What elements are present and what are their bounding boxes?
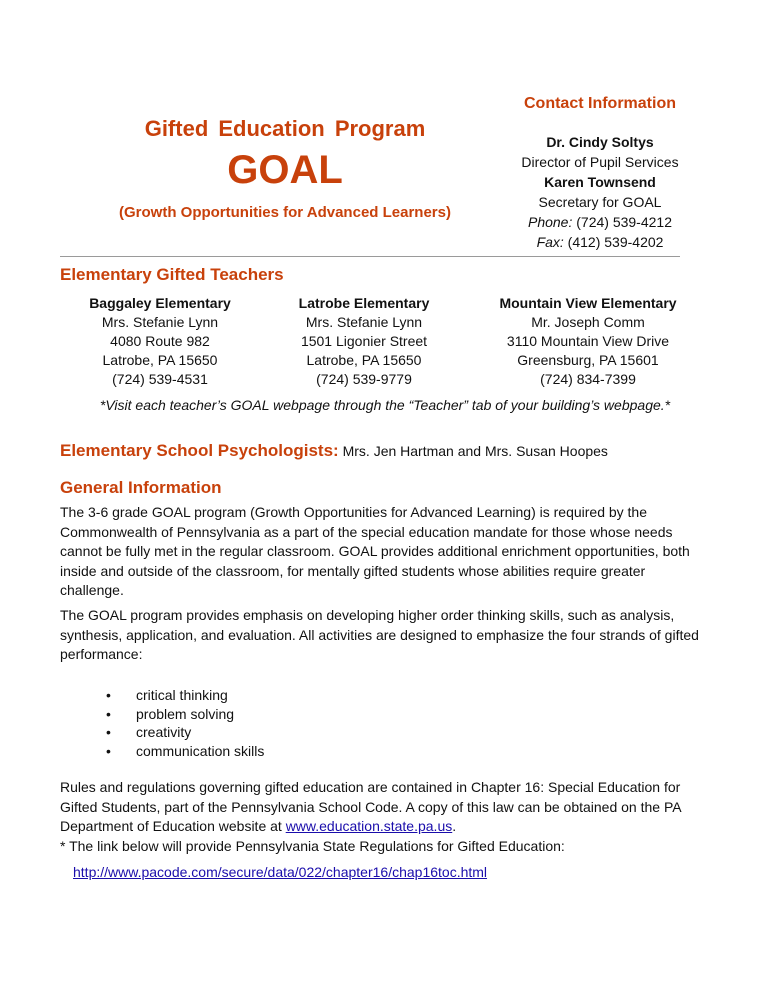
phone-label: Phone: [527, 214, 573, 230]
teacher-card [483, 294, 693, 389]
contact-heading: Contact Information [524, 95, 676, 112]
teacher-school: Mountain View Elementary [499, 295, 677, 311]
regulations-link-intro: * The link below will provide Pennsylvania State Regulations for Gifted Education: [60, 837, 565, 854]
psychologists-line [60, 441, 608, 461]
teacher-city: Latrobe, PA 15650 [102, 352, 218, 368]
contact-fax [490, 232, 710, 252]
general-paragraph-3 [60, 778, 700, 856]
teacher-webpage-note: *Visit each teacher’s GOAL webpage through the “Teacher” tab of your building’s webpage.* [99, 397, 671, 413]
teacher-phone: (724) 834-7399 [540, 371, 636, 387]
psychologists-names: Mrs. Jen Hartman and Mrs. Susan Hoopes [338, 443, 608, 459]
teacher-school: Latrobe Elementary [298, 295, 430, 311]
contact-name-2: Karen Townsend [544, 174, 656, 190]
phone-value: (724) 539-4212 [572, 214, 672, 230]
teacher-phone: (724) 539-4531 [112, 371, 208, 387]
list-item: • problem solving [106, 705, 264, 724]
contact-role-1: Director of Pupil Services [521, 154, 679, 170]
goal-acronym: GOAL [227, 148, 343, 192]
teacher-street: 4080 Route 982 [110, 333, 210, 349]
contact-name-1: Dr. Cindy Soltys [546, 134, 654, 150]
general-info-heading: General Information [60, 478, 222, 497]
teacher-street: 3110 Mountain View Drive [506, 333, 670, 349]
general-paragraph-1: The 3-6 grade GOAL program (Growth Opportunities for Advanced Learning) is required by the Commonwealth of Pennsylvania as a part of the special education mandate for those whose needs cannot be fully met in the regular classroom. GOAL provides additional enrichment opportunities, both inside and outside of the classroom, for mentally gifted students whose abilities require greater challenge. [60, 504, 690, 598]
goal-expansion: (Growth Opportunities for Advanced Learners) [119, 204, 451, 221]
teachers-heading: Elementary Gifted Teachers [60, 265, 284, 284]
pacode-line [73, 864, 487, 880]
strands-list [106, 686, 264, 760]
list-item: • communication skills [106, 742, 264, 761]
teacher-name: Mr. Joseph Comm [531, 314, 645, 330]
list-item: • creativity [106, 723, 264, 742]
general-paragraph-2: The GOAL program provides emphasis on developing higher order thinking skills, such as analysis, synthesis, application, and evaluation. All activities are designed to emphasize the four strands of gifted performance: [60, 607, 699, 662]
program-title: Gifted Education Program [144, 116, 426, 141]
header-divider [60, 256, 680, 257]
contact-phone [490, 212, 710, 232]
teacher-card [55, 294, 265, 389]
teacher-card [259, 294, 469, 389]
teacher-phone: (724) 539-9779 [316, 371, 412, 387]
teacher-city: Latrobe, PA 15650 [306, 352, 422, 368]
education-website-link[interactable]: www.education.state.pa.us [285, 818, 453, 834]
fax-value: (412) 539-4202 [563, 234, 664, 250]
contact-role-2: Secretary for GOAL [538, 194, 662, 210]
teacher-name: Mrs. Stefanie Lynn [101, 314, 219, 330]
period: . [452, 818, 457, 834]
regulations-text: Rules and regulations governing gifted education are contained in Chapter 16: Special Education for Gifted Students, part of the Pennsylvania School Code. A copy of this law can be obtained on the PA Department of Education website at [60, 779, 681, 834]
psychologists-label: Elementary School Psychologists: [60, 441, 339, 460]
teacher-street: 1501 Ligonier Street [300, 333, 428, 349]
teacher-name: Mrs. Stefanie Lynn [305, 314, 423, 330]
fax-label: Fax: [536, 234, 564, 250]
teacher-school: Baggaley Elementary [89, 295, 231, 311]
pacode-link[interactable]: http://www.pacode.com/secure/data/022/chapter16/chap16toc.html [73, 864, 488, 880]
list-item: • critical thinking [106, 686, 264, 705]
contact-block [490, 94, 710, 252]
teacher-city: Greensburg, PA 15601 [517, 352, 659, 368]
